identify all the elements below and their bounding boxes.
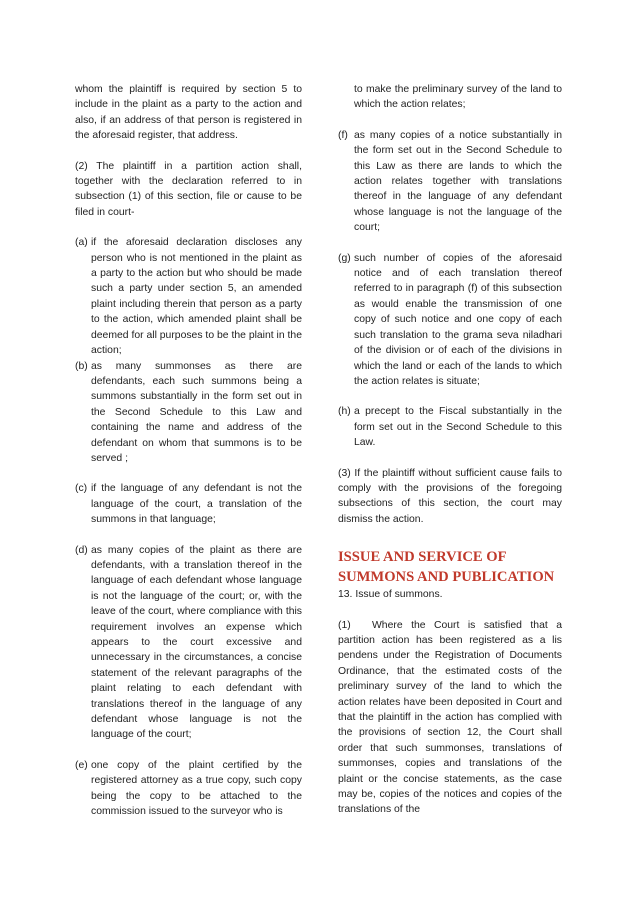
item-text: as many copies of the plaint as there are defendants, with a translation thereof in the language of each defendant whose language is not the language of the court; or, with the leave of the court, where compliance with this requirement involves an expense which appears to the court excessive and unnecessary in the circumstances, a concise statement of the relevant paragraphs of the plaint relating to each defendant with translations thereof in the language of any defendant whose language is not the language of the court;	[91, 544, 302, 741]
left-column	[75, 82, 302, 819]
list-item-f	[338, 128, 562, 236]
item-text: one copy of the plaint certified by the registered attorney as a true copy, such copy being the copy to be attached to the commission issued to the surveyor who is	[91, 759, 302, 818]
list-item-h	[338, 404, 562, 450]
item-label: (e)	[75, 759, 88, 771]
subsection-3-paragraph: (3) If the plaintiff without sufficient cause fails to comply with the provisions of the foregoing subsections of this section, the court may dismiss the action.	[338, 467, 562, 525]
item-text: to make the preliminary survey of the land to which the action relates;	[354, 84, 562, 111]
item-text: if the language of any defendant is not the language of the court, a translation of the summons in that language;	[91, 483, 302, 526]
item-label: (d)	[75, 544, 88, 556]
list-item-b	[75, 359, 302, 467]
list-item-a	[75, 235, 302, 358]
item-label: (c)	[75, 483, 88, 495]
list-item-c	[75, 481, 302, 527]
heading-line-2: SUMMONS AND PUBLICATION	[338, 569, 555, 586]
section-title: 13. Issue of summons.	[338, 589, 443, 601]
heading-line-1: ISSUE AND SERVICE OF	[338, 549, 507, 566]
section-13-paragraph-1	[338, 618, 562, 818]
paragraph-label: (1)	[338, 619, 351, 631]
item-text: if the aforesaid declaration discloses any person who is not mentioned in the plaint as a party to the action but who should be made such a party under section 5, an amended plaint including therein that person as a party to the action, which amended plaint shall be deemed for all purposes to be the plaint in the action;	[91, 237, 302, 357]
left-intro-paragraph: whom the plaintiff is required by section 5 to include in the plaint as a party to the action and also, if an address of that person is registered in the aforesaid register, that address.	[75, 84, 302, 142]
paragraph-text: Where the Court is satisfied that a partition action has been registered as a lis pendens under the Registration of Documents Ordinance, that the estimated costs of the preliminary survey of the land to which the action relates have been deposited in Court and that the plaintiff in the action has complied with the provisions of section 12, the Court shall order that such summonses, translations of summonses, copies and translations of the plaint or the concise statements, as the case may be, copies of the notices and copies of the translations of the	[338, 619, 562, 816]
item-label: (g)	[338, 252, 351, 264]
item-label: (a)	[75, 237, 88, 249]
item-label: (f)	[338, 129, 348, 141]
item-text: as many copies of a notice substantially in the form set out in the Second Schedule to this Law as there are lands to which the action relates together with translations thereof in the language of any defendant whose language is not the language of the court;	[354, 129, 562, 234]
right-column	[338, 82, 562, 818]
item-label: (h)	[338, 406, 351, 418]
subsection-2-paragraph: (2) The plaintiff in a partition action shall, together with the declaration referred to in subsection (1) of this section, file or cause to be filed in court-	[75, 160, 302, 218]
section-heading	[338, 547, 562, 587]
list-item-d	[75, 543, 302, 743]
continued-item-e	[338, 82, 562, 113]
item-text: as many summonses as there are defendants, each such summons being a summons substantially in the form set out in the Second Schedule to this Law and containing the name and address of the defendant on whom that summons is to be served ;	[91, 360, 302, 464]
list-item-e	[75, 758, 302, 820]
item-text: such number of copies of the aforesaid notice and of each translation thereof referred to in paragraph (f) of this subsection as would enable the transmission of one copy of such notice and one copy of each such translation to the grama seva niladhari of the division or of each of the divisions in which the land or each of the lands to which the action relates is situate;	[354, 252, 562, 387]
list-item-g	[338, 251, 562, 390]
item-label: (b)	[75, 360, 88, 372]
item-text: a precept to the Fiscal substantially in the form set out in the Second Schedule to this Law.	[354, 406, 562, 449]
